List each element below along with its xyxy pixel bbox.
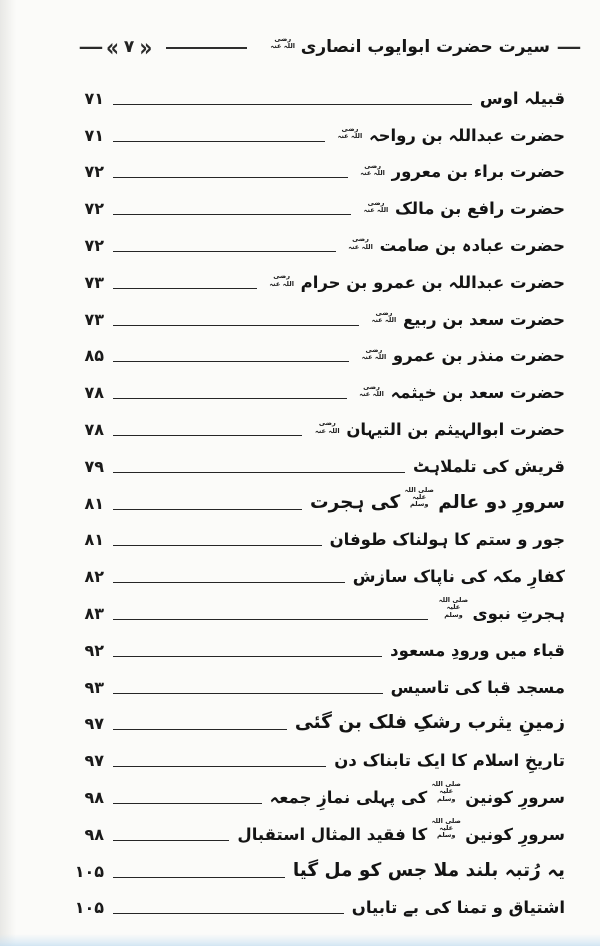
toc-entry-title (329, 530, 566, 549)
toc-row (58, 76, 566, 113)
page-number: ۹۷ (84, 751, 104, 771)
honorific-mark: رضی اللہ عنہ (315, 419, 340, 435)
entry-text: کی ہجرت (310, 491, 401, 513)
header-page-number: ۷ (123, 37, 135, 57)
leader-line (113, 693, 383, 694)
toc-entry-title (351, 898, 566, 917)
leader-line (113, 619, 428, 620)
toc-row (58, 297, 566, 334)
entry-text: کی پہلی نمازِ جمعہ (269, 787, 428, 807)
honorific-mark: رضی اللہ عنہ (337, 125, 363, 141)
entry-text: حضرت رافع بن مالک (394, 199, 565, 219)
leader-line (113, 214, 351, 215)
toc-row (58, 407, 566, 444)
leader-line (113, 545, 322, 546)
header-dash-right: — (556, 36, 582, 58)
honorific-mark: رضی اللہ عنہ (363, 198, 389, 214)
page-number: ۷۳ (84, 309, 104, 329)
entry-text: مسجد قبا کی تاسیس (390, 677, 565, 697)
toc-entry-title (264, 273, 566, 292)
page-number-ornament (104, 32, 154, 62)
toc-row (58, 738, 566, 775)
leader-line (113, 582, 345, 583)
entry-text: حضرت منذر بن عمرو (392, 346, 565, 366)
page-number: ۹۲ (84, 640, 104, 660)
leader-line (113, 177, 348, 178)
leader-line (113, 361, 349, 362)
title-honorific-mark: رضی اللہ عنہ (270, 34, 296, 50)
leader-line (113, 288, 257, 289)
toc-entry-title (389, 641, 566, 660)
entry-text: حضرت ابوالہیثم بن التیہان (346, 419, 565, 439)
leader-line (113, 251, 336, 252)
toc-row (58, 260, 566, 297)
honorific-mark: رضی اللہ عنہ (348, 235, 373, 251)
toc-entry-title (292, 860, 566, 881)
entry-text: ہجرتِ نبوی (472, 603, 565, 623)
page-number: ۱۰۵ (74, 898, 104, 918)
toc-row (58, 702, 566, 739)
toc-row (58, 554, 566, 591)
toc-entry-title (479, 89, 566, 108)
page-number: ۷۸ (84, 383, 104, 403)
toc-entry-title (236, 816, 566, 844)
honorific-mark: رضی اللہ عنہ (269, 272, 294, 288)
leader-line (113, 472, 405, 473)
toc-row (58, 113, 566, 150)
toc-entry-title (358, 199, 566, 218)
honorific-mark: صلی اللہ علیہ وسلم (438, 596, 469, 619)
page-number: ۷۲ (84, 199, 104, 219)
toc-entry-title (333, 751, 566, 770)
leader-line (113, 803, 262, 804)
toc-row (58, 223, 566, 260)
toc-row (58, 334, 566, 371)
page-number: ۸۱ (84, 493, 104, 513)
page-number: ۸۲ (84, 567, 104, 587)
toc-row (58, 591, 566, 628)
toc-row (58, 849, 566, 886)
entry-text: حضرت عبداللہ بن عمرو بن حرام (300, 272, 565, 292)
entry-text: جور و ستم کا ہولناک طوفان (329, 530, 565, 550)
entry-text: حضرت سعد بن خیثمہ (390, 383, 565, 403)
ornament-bracket-icon: » (106, 32, 119, 62)
entry-text: سرورِ کونین (465, 824, 565, 844)
page-number: ۹۸ (84, 787, 104, 807)
page-number: ۹۸ (84, 824, 104, 844)
leader-line (113, 141, 325, 142)
page-number: ۷۹ (84, 456, 104, 476)
book-title (265, 34, 550, 57)
toc-entry-title (309, 420, 566, 439)
page-header (78, 32, 582, 62)
entry-text: کا فقید المثال استقبال (237, 824, 428, 844)
leader-line (113, 913, 344, 914)
leader-line (113, 656, 382, 657)
toc-entry-title (354, 383, 566, 402)
entry-text: قریش کی تلملاہٹ (412, 456, 565, 476)
toc-entry-title (412, 457, 566, 476)
toc-row (58, 150, 566, 187)
entry-text: قباء میں ورودِ مسعود (390, 640, 565, 660)
entry-text: حضرت سعد بن ربیع (402, 309, 565, 329)
toc-entry-title (309, 485, 566, 513)
header-dash-left: — (78, 36, 104, 58)
page-number: ۷۲ (84, 235, 104, 255)
toc-row (58, 812, 566, 849)
toc-row (58, 444, 566, 481)
toc-list (0, 76, 600, 922)
leader-line (113, 325, 359, 326)
page-number: ۷۸ (84, 419, 104, 439)
toc-entry-title (352, 567, 566, 586)
entry-text: حضرت براء بن معرور (391, 162, 565, 182)
page-number: ۸۱ (84, 530, 104, 550)
toc-row (58, 518, 566, 555)
toc-entry-title (332, 126, 566, 145)
toc-row (58, 886, 566, 923)
header-rule-line (166, 47, 247, 49)
toc-entry-title (269, 780, 566, 807)
entry-text: اشتیاق و تمنا کی بے تابیاں (351, 898, 565, 918)
leader-line (113, 509, 302, 510)
entry-text: سرورِ کونین (465, 787, 565, 807)
page-number: ۷۱ (84, 88, 104, 108)
honorific-mark: رضی اللہ عنہ (360, 161, 385, 178)
toc-row (58, 186, 566, 223)
scan-bottom-edge (0, 934, 600, 946)
honorific-mark: رضی اللہ عنہ (371, 309, 397, 325)
book-title-text: سیرت حضرت ابوایوب انصاری (300, 37, 550, 57)
entry-text: قبیلہ اوس (479, 88, 565, 108)
toc-row (58, 481, 566, 518)
entry-text: یہ رُتبہ بلند ملا جس کو مل گیا (292, 859, 565, 881)
page-number: ۹۳ (84, 677, 104, 697)
entry-text: حضرت عبداللہ بن رواحہ (368, 125, 565, 145)
leader-line (113, 766, 326, 767)
toc-row (58, 628, 566, 665)
toc-entry-title (343, 236, 566, 255)
honorific-mark: صلی اللہ علیہ وسلم (431, 816, 461, 840)
page-number: ۸۳ (84, 603, 104, 623)
toc-entry-title (366, 310, 566, 329)
honorific-mark: رضی اللہ عنہ (359, 382, 384, 398)
toc-entry-title (435, 596, 566, 623)
leader-line (113, 104, 472, 105)
toc-row (58, 775, 566, 812)
page-number: ۷۲ (84, 162, 104, 182)
leader-line (113, 398, 347, 399)
honorific-mark: صلی اللہ علیہ وسلم (431, 780, 461, 803)
toc-entry-title (294, 712, 566, 733)
entry-text: سرورِ دو عالم (438, 491, 565, 513)
leader-line (113, 435, 302, 436)
toc-entry-title (356, 346, 566, 365)
page-number: ۷۳ (84, 272, 104, 292)
toc-entry-title (355, 162, 566, 181)
entry-text: کفارِ مکہ کی ناپاک سازش (352, 567, 565, 587)
page-number: ۷۱ (84, 125, 104, 145)
leader-line (113, 840, 229, 841)
ornament-bracket-icon: « (139, 32, 153, 62)
entry-text: زمینِ یثرب رشکِ فلک بن گئی (294, 712, 565, 734)
toc-row (58, 665, 566, 702)
page-number: ۱۰۵ (74, 861, 104, 881)
leader-line (113, 877, 285, 878)
page-number: ۹۷ (84, 714, 104, 734)
toc-entry-title (390, 678, 566, 697)
honorific-mark: صلی اللہ علیہ وسلم (404, 485, 434, 509)
entry-text: حضرت عبادہ بن صامت (379, 235, 565, 255)
leader-line (113, 729, 287, 730)
page-number: ۸۵ (84, 346, 104, 366)
toc-row (58, 370, 566, 407)
entry-text: تاریخِ اسلام کا ایک تابناک دن (334, 751, 565, 771)
honorific-mark: رضی اللہ عنہ (361, 345, 387, 362)
